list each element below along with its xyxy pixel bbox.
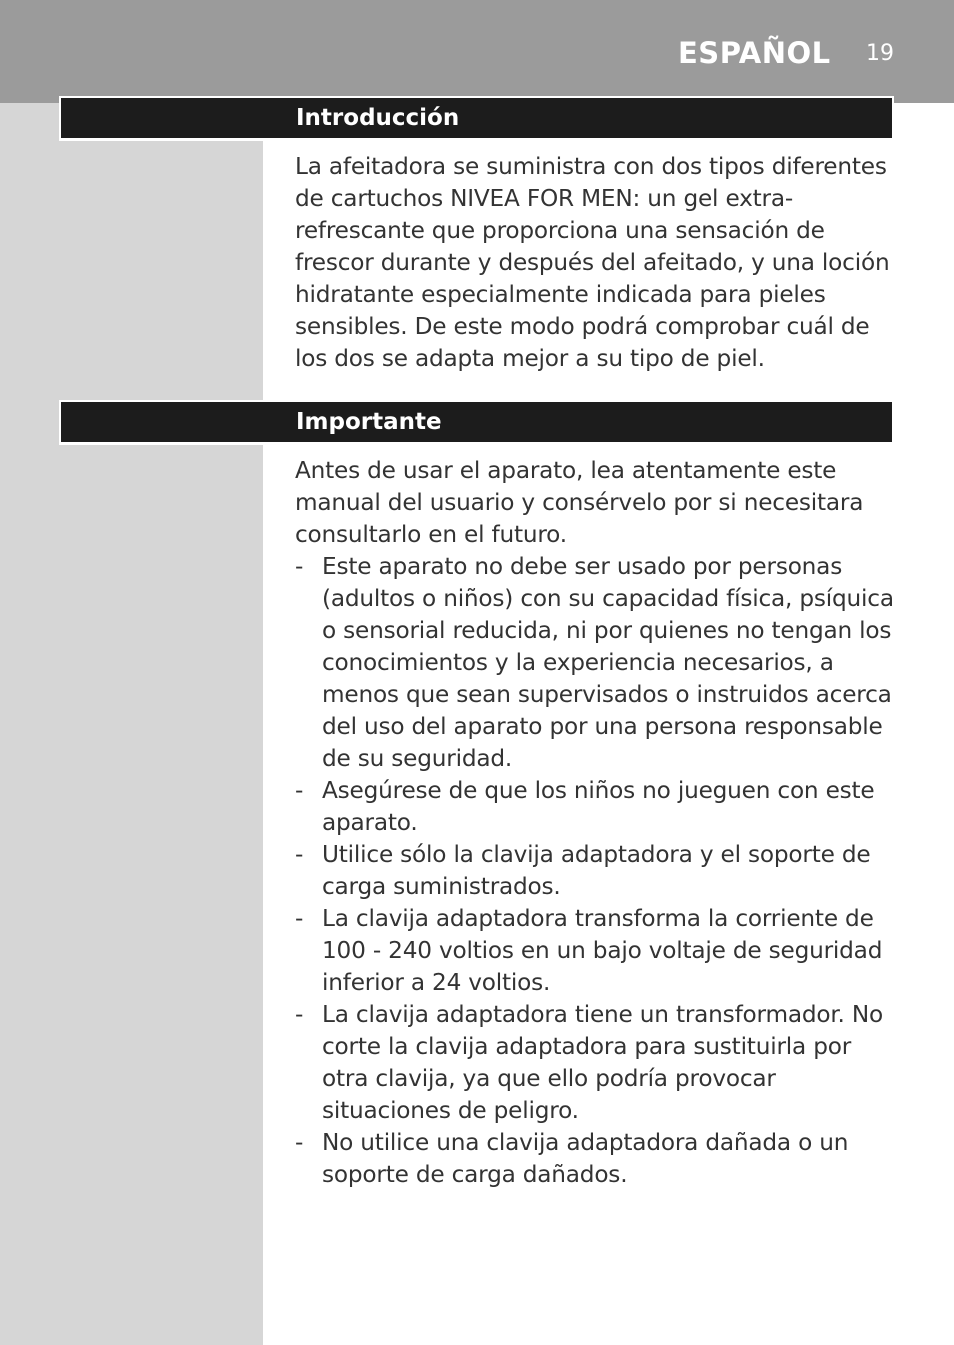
bullet-dash: -	[295, 1129, 304, 1156]
list-item-text: Utilice sólo la clavija adaptadora y el soporte de carga suministrados.	[322, 841, 871, 900]
list-item-text: Asegúrese de que los niños no jueguen con este aparato.	[322, 777, 875, 836]
list-item	[295, 999, 895, 1127]
language-label: ESPAÑOL	[678, 36, 831, 70]
bullet-dash: -	[295, 553, 304, 580]
bullet-dash: -	[295, 1001, 304, 1028]
introduccion-paragraph: La afeitadora se suministra con dos tipos diferentes de cartuchos NIVEA FOR MEN: un gel extra-refrescante que proporciona una sensación de frescor durante y después del afeitado, y una loción hidratante especialmente indicada para pieles sensibles. De este modo podrá comprobar cuál de los dos se adapta mejor a su tipo de piel.	[295, 153, 890, 372]
list-item	[295, 1127, 895, 1191]
list-item-text: La clavija adaptadora transforma la corriente de 100 - 240 voltios en un bajo voltaje de seguridad inferior a 24 voltios.	[322, 905, 883, 996]
section-heading-bar-introduccion	[59, 96, 894, 138]
list-item	[295, 903, 895, 999]
introduccion-body	[295, 151, 895, 375]
section-title-introduccion: Introducción	[296, 105, 460, 131]
section-heading-bar-importante	[59, 400, 894, 442]
page-number: 19	[866, 41, 894, 66]
bullet-dash: -	[295, 777, 304, 804]
list-item	[295, 551, 895, 775]
bullet-dash: -	[295, 905, 304, 932]
list-item-text: No utilice una clavija adaptadora dañada o un soporte de carga dañados.	[322, 1129, 849, 1188]
left-margin-column	[0, 103, 263, 1345]
importante-paragraph: Antes de usar el aparato, lea atentamente este manual del usuario y consérvelo por si necesitara consultarlo en el futuro.	[295, 457, 864, 548]
section-title-importante: Importante	[296, 409, 442, 435]
list-item-text: Este aparato no debe ser usado por personas (adultos o niños) con su capacidad física, psíquica o sensorial reducida, ni por quienes no tengan los conocimientos y la experiencia necesarios, a menos que sean supervisados o instruidos acerca del uso del aparato por una persona responsable de su seguridad.	[322, 553, 894, 772]
bullet-dash: -	[295, 841, 304, 868]
list-item	[295, 839, 895, 903]
section-divider	[59, 138, 263, 141]
importante-body	[295, 455, 895, 1191]
importante-bullet-list	[295, 551, 895, 1191]
section-divider	[59, 442, 263, 445]
list-item-text: La clavija adaptadora tiene un transformador. No corte la clavija adaptadora para sustituirla por otra clavija, ya que ello podría provocar situaciones de peligro.	[322, 1001, 884, 1124]
list-item	[295, 775, 895, 839]
page-header-band	[0, 0, 954, 103]
